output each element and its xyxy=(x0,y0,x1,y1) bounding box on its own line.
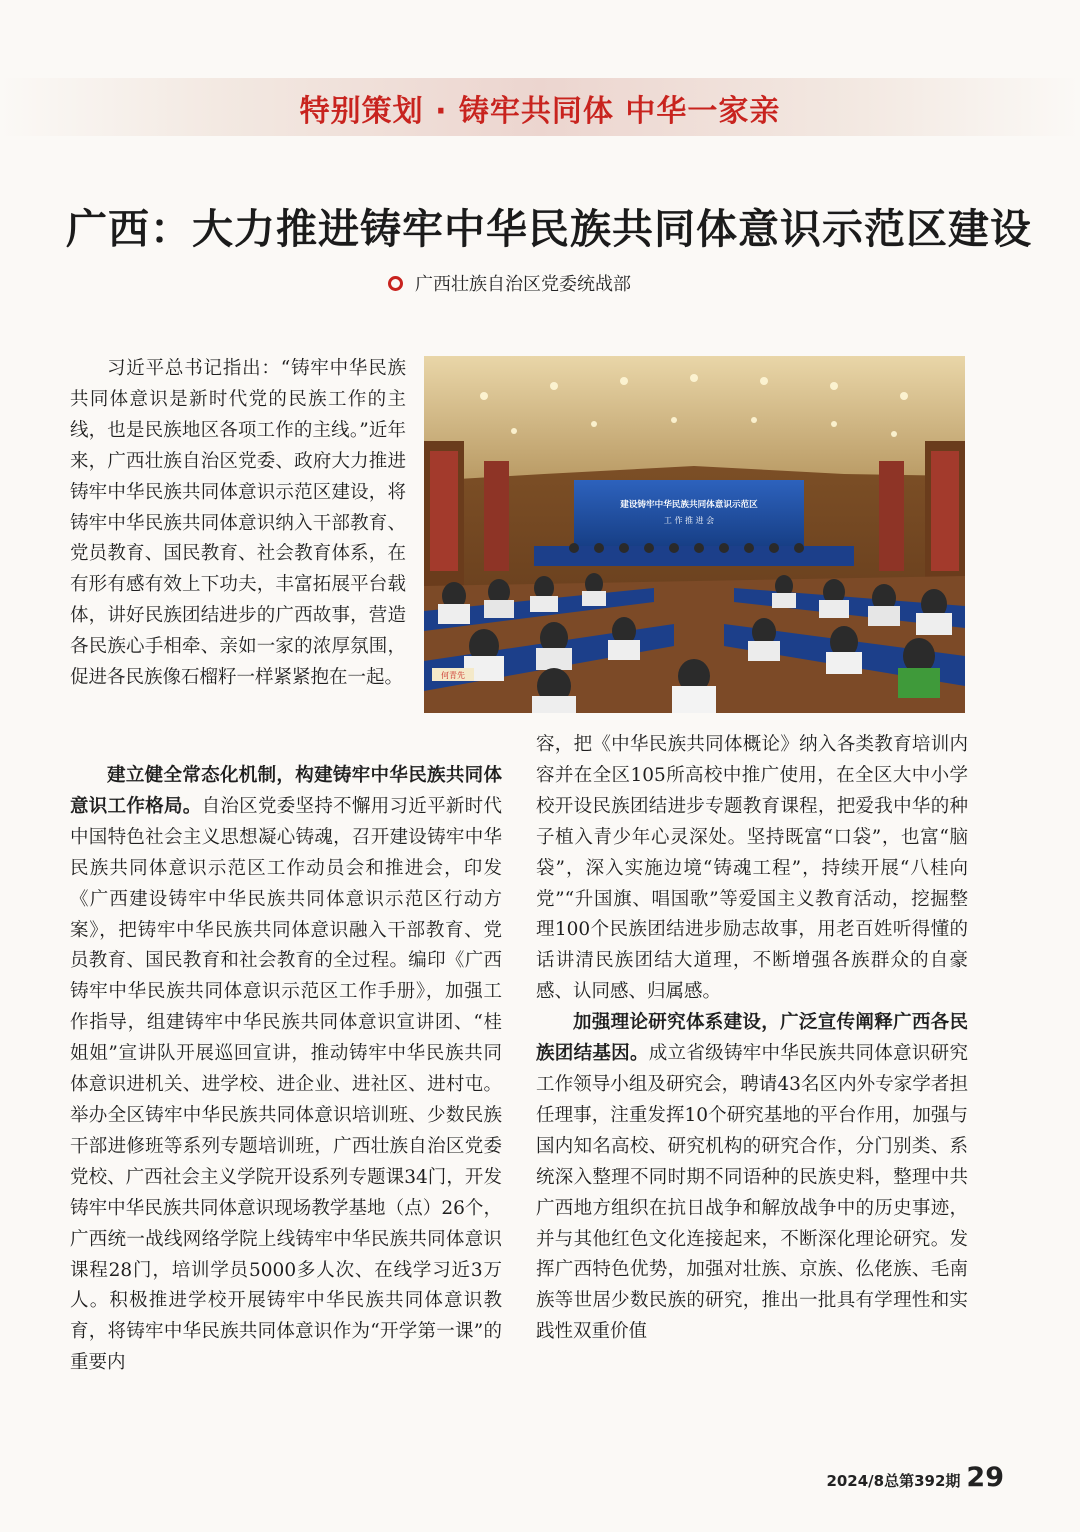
intro-paragraph: 习近平总书记指出：“铸牢中华民族共同体意识是新时代党的民族工作的主线，也是民族地区各项工作的主线。”近年来，广西壮族自治区党委、政府大力推进铸牢中华民族共同体意识示范区建设，将铸牢中华民族共同体意识纳入干部教育、党员教育、国民教育、社会教育体系，在有形有感有效上下功夫，丰富拓展平台载体，讲好民族团结进步的广西故事，营造各民族心手相牵、亲如一家的浓厚氛围，促进各民族像石榴籽一样紧紧抱在一起。 xyxy=(70,358,406,689)
section1-body: 自治区党委坚持不懈用习近平新时代中国特色社会主义思想凝心铸魂，召开建设铸牢中华民族共同体意识示范区工作动员会和推进会，印发《广西建设铸牢中华民族共同体意识示范区行动方案》，把铸牢中华民族共同体意识融入干部教育、党员教育、国民教育和社会教育的全过程。编印《广西铸牢中华民族共同体意识示范区工作手册》，加强工作指导，组建铸牢中华民族共同体意识宣讲团、“桂姐姐”宣讲队开展巡回宣讲，推动铸牢中华民族共同体意识进机关、进学校、进企业、进社区、进村屯。举办全区铸牢中华民族共同体意识培训班、少数民族干部进修班等系列专题培训班，广西壮族自治区党委党校、广西社会主义学院开设系列专题课34门，开发铸牢中华民族共同体意识现场教学基地（点）26个，广西统一战线网络学院上线铸牢中华民族共同体意识课程28门，培训学员5000多人次、在线学习近3万人。积极推进学校开展铸牢中华民族共同体意识教育，将铸牢中华民族共同体意识作为“开学第一课”的重要内 xyxy=(70,795,502,1374)
screen-title-line2: 工 作 推 进 会 xyxy=(663,516,715,525)
section2-body: 成立省级铸牢中华民族共同体意识研究工作领导小组及研究会，聘请43名区内外专家学者担任理事，注重发挥10个研究基地的平台作用，加强与国内知名高校、研究机构的研究合作，分门别类、系统深入整理不同时期不同语种的民族史料，整理中共广西地方组织在抗日战争和解放战争中的历史事迹，并与其他红色文化连接起来，不断深化理论研究。发挥广西特色优势，加强对壮族、京族、仫佬族、毛南族等世居少数民族的研究，推出一批具有学理性和实践性双重价值 xyxy=(536,1043,968,1343)
section1-heading: 建立健全常态化机制，构建铸牢中华民族共同体意识工作格局。 xyxy=(70,765,502,817)
continuation-paragraph: 容，把《中华民族共同体概论》纳入各类教育培训内容并在全区105所高校中推广使用，在全区大中小学校开设民族团结进步专题教育课程，把爱我中华的种子植入青少年心灵深处。坚持既富“口袋”，也富“脑袋”，深入实施边境“铸魂工程”，持续开展“八桂向党”“升国旗、唱国歌”等爱国主义教育活动，挖掘整理100个民族团结进步励志故事，用老百姓听得懂的话讲清民族团结大道理，不断增强各族群众的自豪感、认同感、归属感。 xyxy=(536,734,968,1003)
intro-column xyxy=(70,354,406,694)
conference-photo xyxy=(424,356,965,713)
byline xyxy=(388,270,631,296)
circle-bullet-icon xyxy=(388,276,403,291)
photo-nameplate: 何青先 xyxy=(441,671,465,680)
page-footer xyxy=(826,1462,1004,1493)
article-title: 广西：大力推进铸牢中华民族共同体意识示范区建设 xyxy=(66,205,1032,253)
issue-label: 2024/8总第392期 xyxy=(826,1472,961,1490)
section2-heading: 加强理论研究体系建设，广泛宣传阐释广西各民族团结基因。 xyxy=(536,1012,968,1065)
section-banner-title: 特别策划 · 铸牢共同体 中华一家亲 xyxy=(299,94,781,129)
right-column xyxy=(536,730,968,1348)
screen-title-line1: 建设铸牢中华民族共同体意识示范区 xyxy=(620,500,758,510)
page-number: 29 xyxy=(966,1462,1004,1493)
conference-photo-drawing xyxy=(424,356,965,713)
byline-author: 广西壮族自治区党委统战部 xyxy=(415,274,631,295)
left-column xyxy=(70,761,502,1379)
section2-paragraph xyxy=(536,1008,968,1348)
section1-paragraph xyxy=(70,761,502,1379)
